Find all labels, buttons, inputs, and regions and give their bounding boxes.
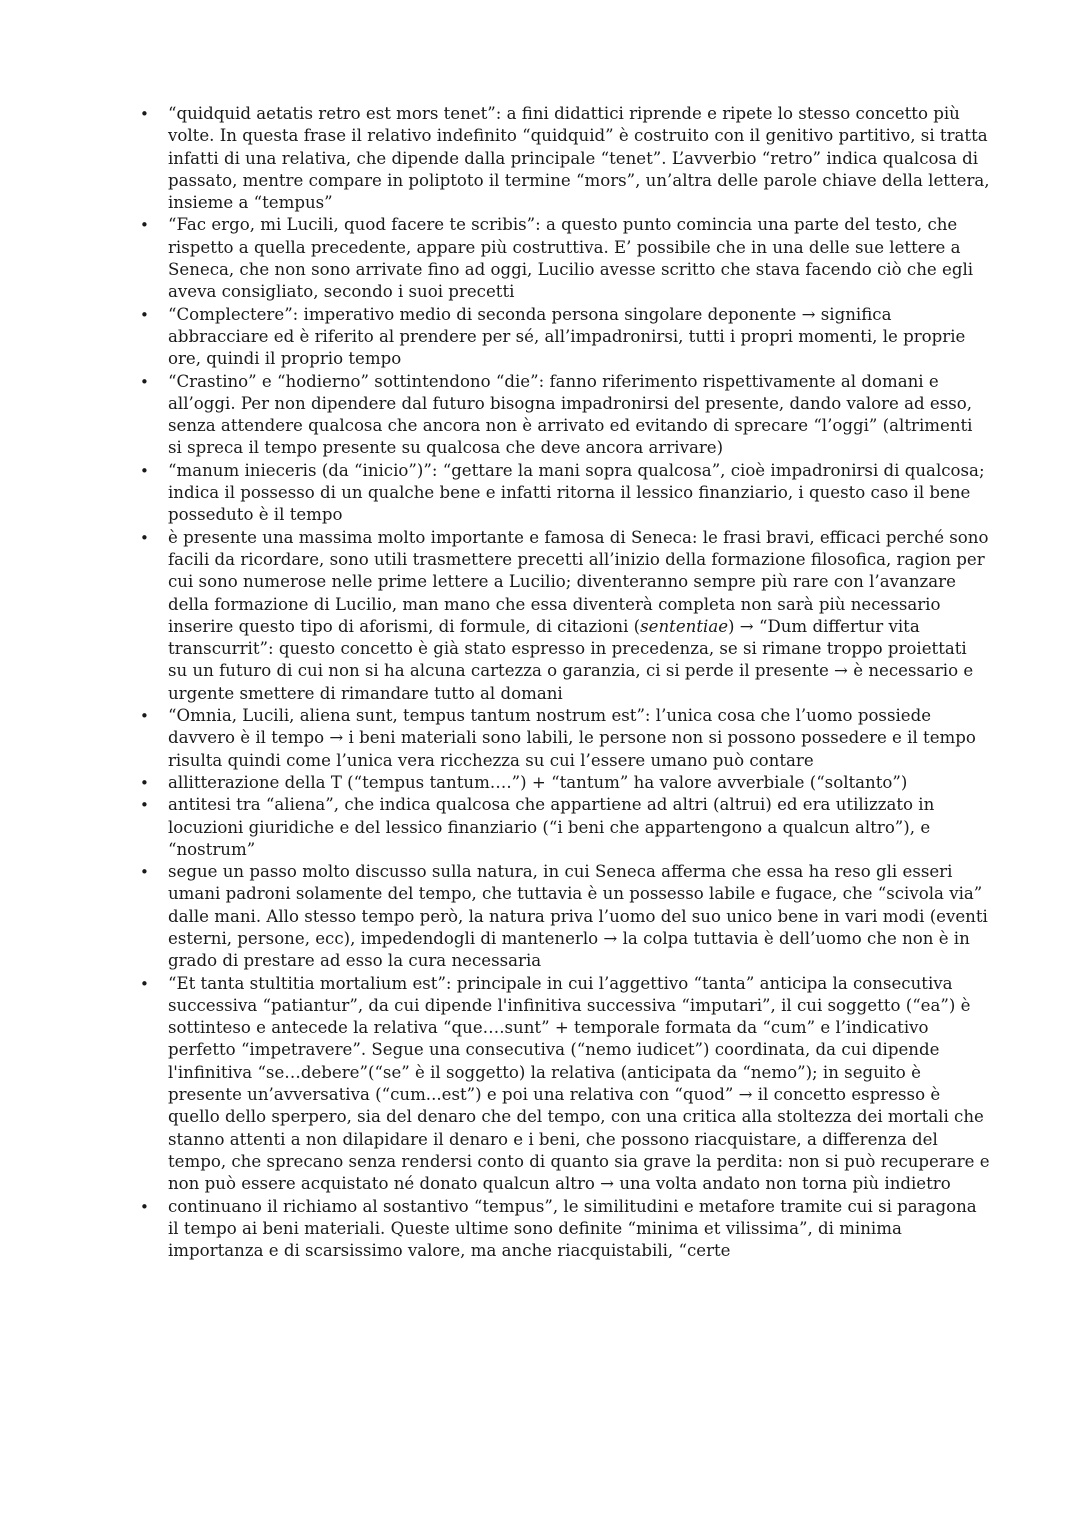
list-item — [140, 214, 990, 303]
list-item — [140, 304, 990, 371]
bullet-text: “Et tanta stultitia mortalium est”: principale in cui l’aggettivo “tanta” anticipa la consecutiva successiva “patiantur”, da cui dipende l'infinitiva successiva “imputari”, il cui soggetto (“ea”) è sottinteso e antecede la relativa “que….sunt” + temporale formata da “cum” e l’indicativo perfetto “impetravere”. Segue una consecutiva (“nemo iudicet”) coordinata, da cui dipende l'infinitiva “se…debere”(“se” è il soggetto) la relativa (anticipata da “nemo”); in seguito è presente un’avversativa (“cum...est”) e poi una relativa con “quod” → il concetto espresso è quello dello sperpero, sia del denaro che del tempo, con una critica alla stoltezza dei mortali che stanno attenti a non dilapidare il denaro e i beni, che possono riacquistare, a differenza del tempo, che sprecano senza rendersi conto di quanto sia grave la perdita: non si può recuperare e non può essere acquistato né donato qualcun altro → una volta andato non torna più indietro — [168, 973, 990, 1194]
bullet-text-after: ) → “Dum differtur vita transcurrit”: questo concetto è già stato espresso in precedenza, se si rimane troppo proiettati su un futuro di cui non si ha alcuna cartezza o garanzia, ci si perde il presente → è necessario e urgente smettere di rimandare tutto al domani — [168, 616, 974, 703]
list-item — [140, 527, 990, 705]
bullet-text: antitesi tra “aliena”, che indica qualcosa che appartiene ad altri (altrui) ed era utilizzato in locuzioni giuridiche e del lessico finanziario (“i beni che appartengono a qualcun altro”), e “nostrum” — [168, 795, 935, 859]
list-item — [140, 973, 990, 1196]
bullet-text: “manum inieceris (da “inicio”)”: “gettare la mani sopra qualcosa”, cioè impadronirsi di qualcosa; indica il possesso di un qualche bene e infatti ritorna il lessico finanziario, i questo caso il bene posseduto è il tempo — [168, 460, 985, 525]
list-item — [140, 371, 990, 460]
bullet-text: “quidquid aetatis retro est mors tenet”: a fini didattici riprende e ripete lo stesso concetto più volte. In questa frase il relativo indefinito “quidquid” è costruito con il genitivo partitivo, si tratta infatti di una relativa, che dipende dalla principale “tenet”. L’avverbio “retro” indica qualcosa di passato, mentre compare in poliptoto il termine “mors”, un’altra delle parole chiave della lettera, insieme a “tempus” — [168, 104, 990, 213]
bullet-text-italic: sententiae — [640, 616, 729, 636]
bullet-text: allitterazione della T (“tempus tantum….”) + “tantum” ha valore avverbiale (“soltanto”) — [168, 772, 908, 792]
bullet-text: segue un passo molto discusso sulla natura, in cui Seneca afferma che essa ha reso gli esseri umani padroni solamente del tempo, che tuttavia è un possesso labile e fugace, che “scivola via” dalle mani. Allo stesso tempo però, la natura priva l’uomo del suo unico bene in vari modi (eventi esterni, persone, ecc), impedendogli di mantenerlo → la colpa tuttavia è dell’uomo che non è in grado di prestare ad esso la cura necessaria — [168, 862, 988, 971]
bullet-text: “Fac ergo, mi Lucili, quod facere te scribis”: a questo punto comincia una parte del testo, che rispetto a quella precedente, appare più costruttiva. E’ possibile che in una delle sue lettere a Seneca, che non sono arrivate fino ad oggi, Lucilio avesse scritto che stava facendo ciò che egli aveva consigliato, secondo i suoi precetti — [168, 215, 974, 302]
bullet-text-before: è presente una massima molto importante e famosa di Seneca: le frasi bravi, efficaci perché sono facili da ricordare, sono utili trasmettere precetti all’inizio della formazione filosofica, ragion per cui sono numerose nelle prime lettere a Lucilio; diventeranno sempre più rare con l’avanzare della formazione di Lucilio, man mano che essa diventerà completa non sarà più necessario inserire questo tipo di aforismi, di formule, di citazioni ( — [168, 527, 989, 636]
list-item — [140, 861, 990, 972]
list-item — [140, 772, 990, 794]
bullet-text: “Crastino” e “hodierno” sottintendono “die”: fanno riferimento rispettivamente al domani e all’oggi. Per non dipendere dal futuro bisogna impadronirsi del presente, dando valore ad esso, senza attendere qualcosa che ancora non è arrivato ed evitando di sprecare “l’oggi” (altrimenti si spreca il tempo presente su qualcosa che deve ancora arrivare) — [168, 371, 973, 458]
list-item — [140, 705, 990, 772]
list-item — [140, 1196, 990, 1263]
list-item — [140, 103, 990, 214]
list-item — [140, 460, 990, 527]
bullet-list — [140, 103, 990, 1262]
bullet-text: “Complectere”: imperativo medio di seconda persona singolare deponente → significa abbracciare ed è riferito al prendere per sé, all’impadronirsi, tutti i propri momenti, le proprie ore, quindi il proprio tempo — [168, 304, 966, 369]
bullet-text: “Omnia, Lucili, aliena sunt, tempus tantum nostrum est”: l’unica cosa che l’uomo possiede davvero è il tempo → i beni materiali sono labili, le persone non si possono possedere e il tempo risulta quindi come l’unica vera ricchezza su cui l’essere umano può contare — [168, 706, 976, 770]
bullet-text: continuano il richiamo al sostantivo “tempus”, le similitudini e metafore tramite cui si paragona il tempo ai beni materiali. Queste ultime sono definite “minima et vilissima”, di minima importanza e di scarsissimo valore, ma anche riacquistabili, “certe — [168, 1196, 977, 1261]
list-item — [140, 794, 990, 861]
